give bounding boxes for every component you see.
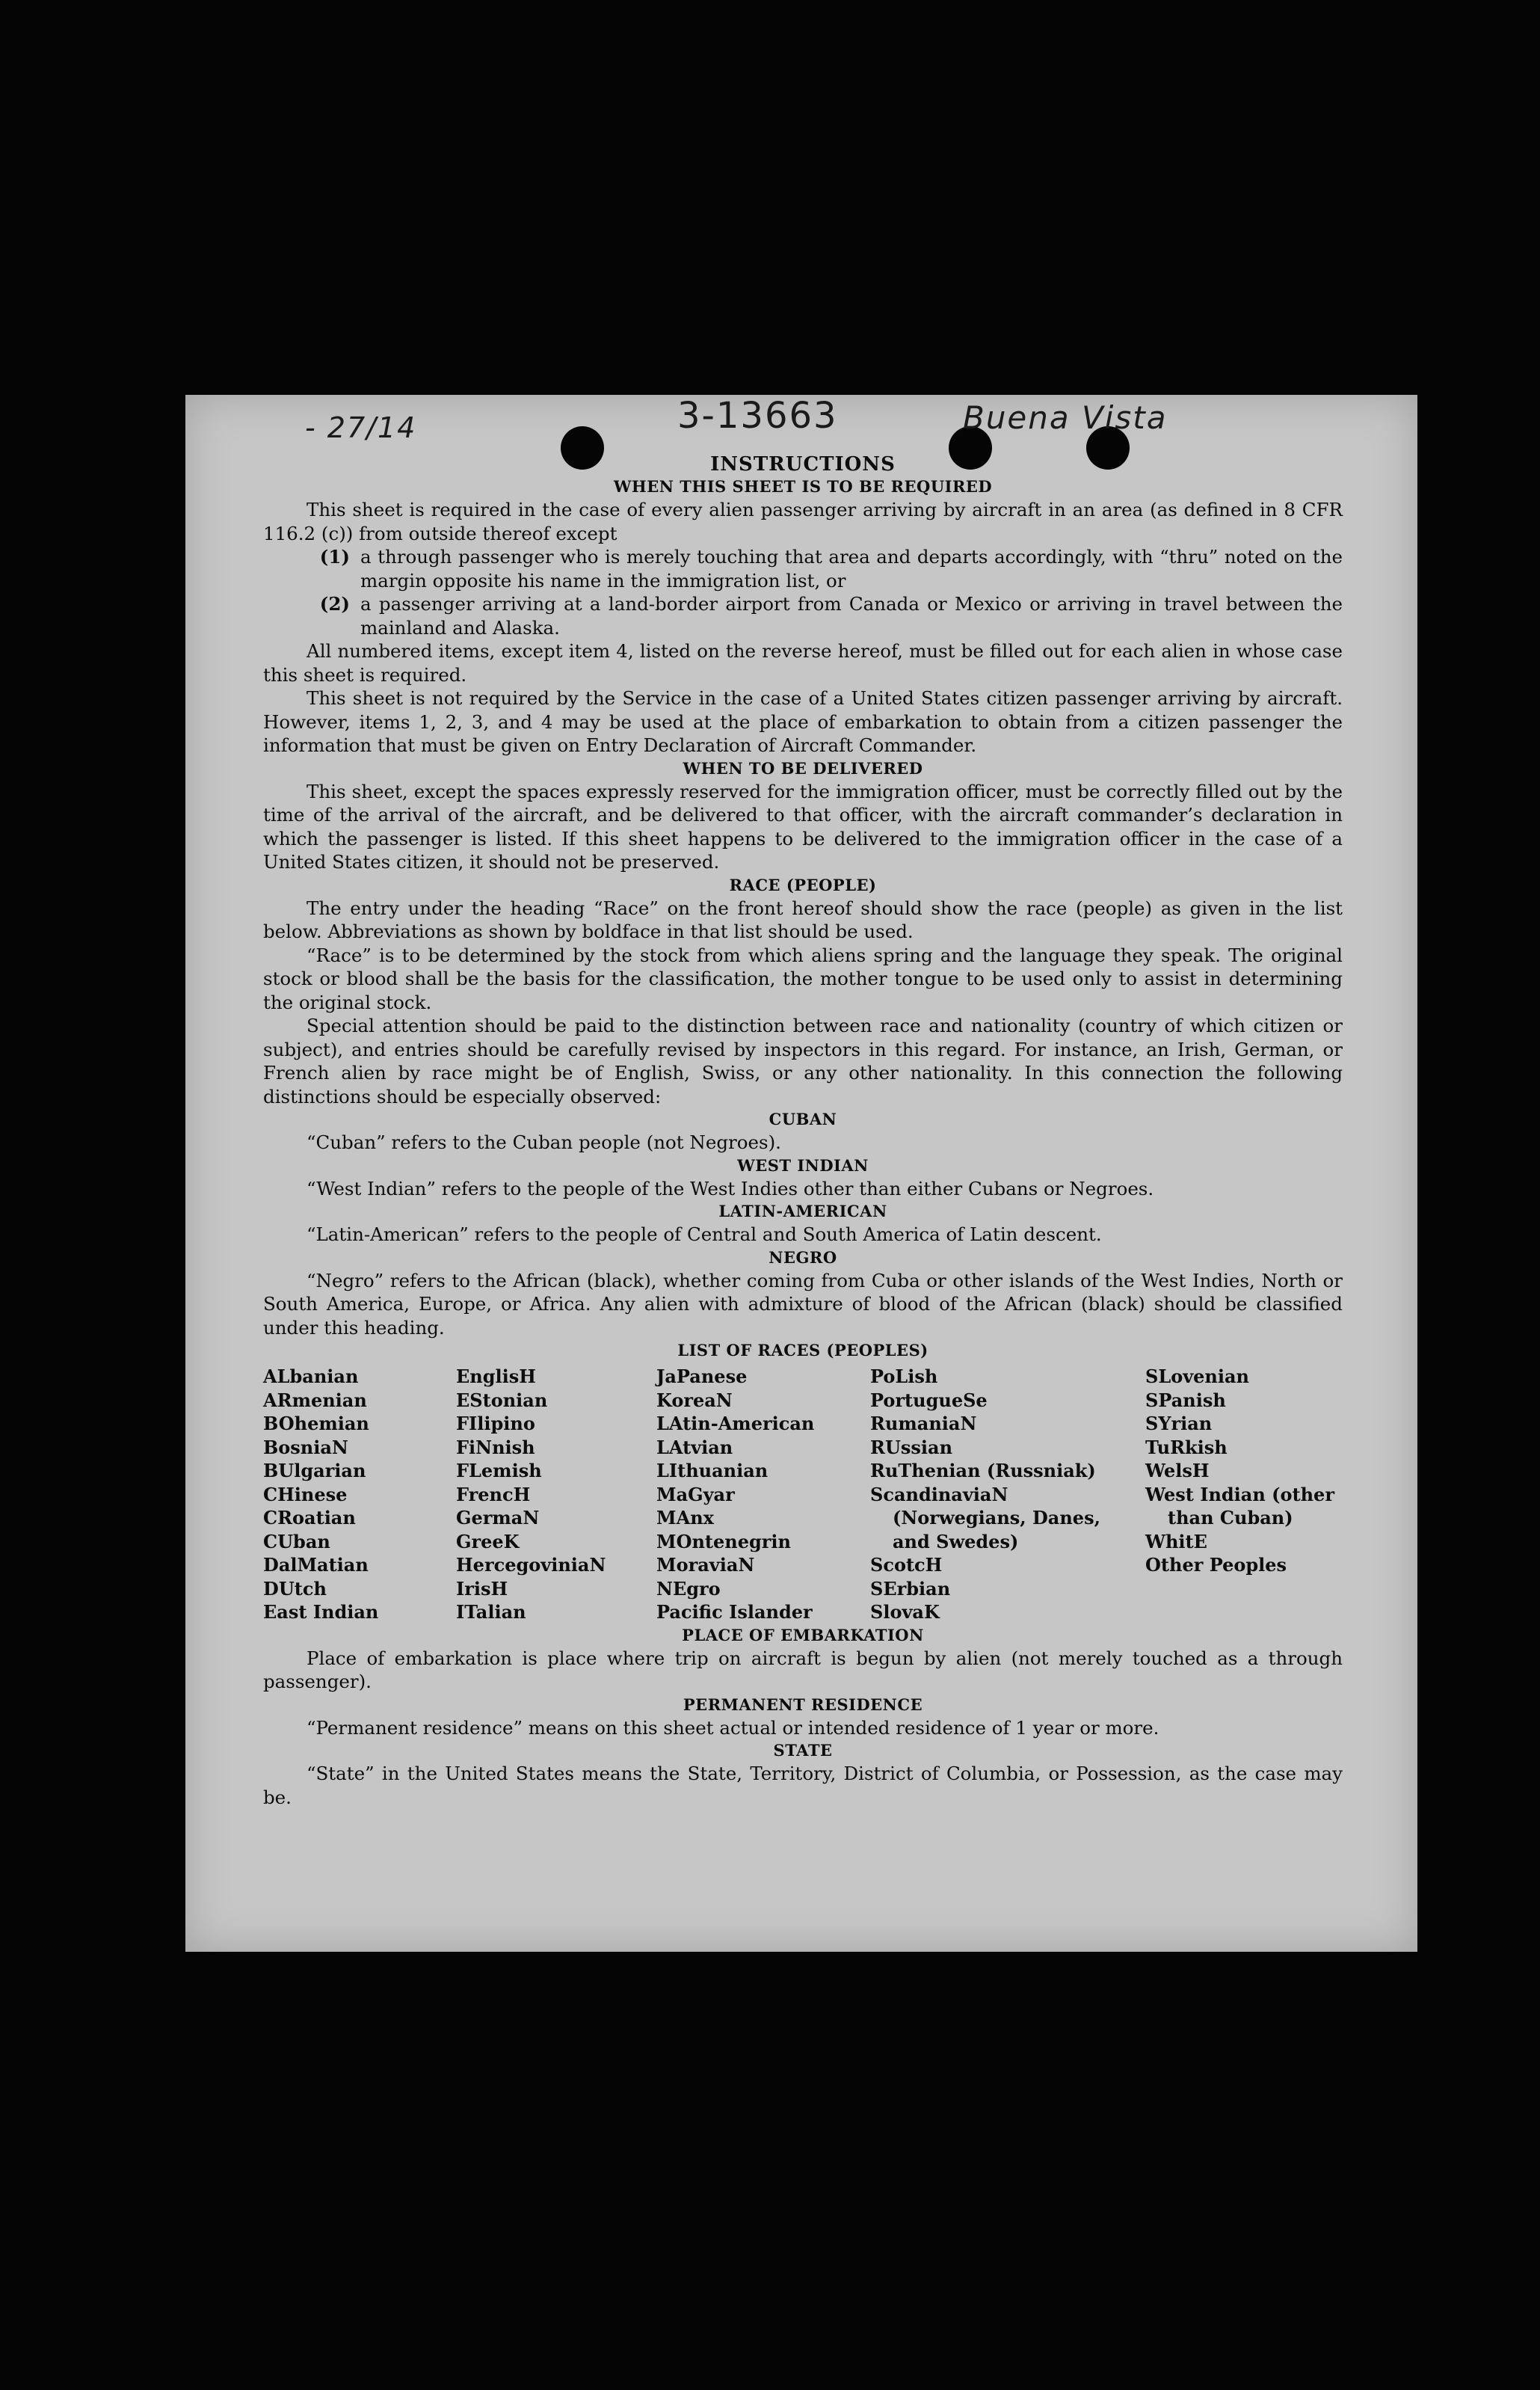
race-item: SlovaK	[870, 1601, 940, 1623]
section-heading: PERMANENT RESIDENCE	[683, 1695, 923, 1714]
handwritten-place: Buena Vista	[963, 399, 1168, 436]
race-item: KoreaN	[656, 1389, 733, 1411]
races-column	[263, 1365, 456, 1624]
race-item: SYrian	[1145, 1413, 1213, 1434]
race-item: SErbian	[870, 1577, 951, 1600]
document-sheet	[185, 395, 1417, 1952]
section-heading: STATE	[773, 1741, 833, 1760]
races-column	[656, 1365, 870, 1624]
race-item: WhitE	[1145, 1530, 1207, 1552]
section-heading: NEGRO	[769, 1247, 837, 1267]
section-heading: LIST OF RACES (PEOPLES)	[677, 1341, 928, 1360]
race-item: JaPanese	[656, 1366, 748, 1387]
race-item: BOhemian	[263, 1413, 369, 1434]
paragraph: The entry under the heading “Race” on the front hereof should show the race (people) as given in the list below. Abbreviations as shown by boldface in that list should be used.	[263, 897, 1343, 942]
handwritten-mark: - 27/14	[305, 411, 417, 444]
race-item: IrisH	[456, 1577, 508, 1600]
race-item: MAnx	[656, 1507, 714, 1529]
race-item: DUtch	[263, 1577, 327, 1600]
race-item: ScandinaviaN (Norwegians, Danes, and Swedes)	[870, 1483, 1100, 1552]
paragraph: Place of embarkation is place where trip on aircraft is begun by alien (not merely touched as a through passenger).	[263, 1647, 1343, 1692]
races-column	[1145, 1365, 1343, 1624]
race-item: LIthuanian	[656, 1460, 769, 1481]
exception-item	[263, 592, 1343, 639]
race-item: BosniaN	[263, 1436, 348, 1458]
paragraph: All numbered items, except item 4, listed on the reverse hereof, must be filled out for each alien in whose case this sheet is required.	[263, 640, 1343, 686]
race-item: ScotcH	[870, 1554, 943, 1576]
paragraph: This sheet is required in the case of every alien passenger arriving by aircraft in an area (as defined in 8 CFR 116.2 (c)) from outside thereof except	[263, 499, 1343, 544]
race-item: EStonian	[456, 1389, 548, 1411]
race-item: MoraviaN	[656, 1554, 755, 1576]
paragraph: “Race” is to be determined by the stock from which aliens spring and the language they speak. The original stock or blood shall be the basis for the classification, the mother tongue to be used only to assist in determining the original stock.	[263, 944, 1343, 1013]
race-item: LAtin-American	[656, 1413, 815, 1434]
race-item: East Indian	[263, 1601, 379, 1623]
handwritten-file-number: 3-13663	[677, 395, 838, 437]
race-item: NEgro	[656, 1577, 721, 1600]
race-item: PortugueSe	[870, 1389, 988, 1411]
race-item: ARmenian	[263, 1389, 367, 1411]
section-heading: LATIN-AMERICAN	[718, 1202, 887, 1220]
instructions-body	[263, 453, 1343, 1809]
exception-number: (1)	[319, 546, 350, 568]
race-item: RUssian	[870, 1436, 953, 1458]
section-heading: PLACE OF EMBARKATION	[682, 1625, 924, 1644]
paragraph: “Cuban” refers to the Cuban people (not Negroes).	[307, 1131, 781, 1153]
race-item: FIlipino	[456, 1413, 535, 1434]
race-item: BUlgarian	[263, 1460, 366, 1481]
race-item: GreeK	[456, 1530, 520, 1552]
race-item: FrencH	[456, 1483, 531, 1505]
race-item: SPanish	[1145, 1389, 1226, 1411]
races-column	[456, 1365, 656, 1624]
race-item: ALbanian	[263, 1366, 359, 1387]
race-item: LAtvian	[656, 1436, 733, 1458]
paragraph: “Permanent residence” means on this sheet actual or intended residence of 1 year or more.	[307, 1716, 1159, 1739]
races-list	[263, 1365, 1343, 1624]
race-item: SLovenian	[1145, 1366, 1249, 1387]
race-item: PoLish	[870, 1366, 938, 1387]
race-item: GermaN	[456, 1507, 540, 1529]
paragraph: This sheet is not required by the Service in the case of a United States citizen passenger arriving by aircraft. However, items 1, 2, 3, and 4 may be used at the place of embarkation to obtain from a citizen passenger the information that must be given on Entry Declaration of Aircraft Commander.	[263, 687, 1343, 756]
race-item: EnglisH	[456, 1366, 536, 1387]
race-item: CUban	[263, 1530, 330, 1552]
race-item: West Indian (other than Cuban)	[1145, 1483, 1334, 1529]
race-item: RumaniaN	[870, 1413, 977, 1434]
race-item: FiNnish	[456, 1436, 535, 1458]
paragraph: “Latin-American” refers to the people of Central and South America of Latin descent.	[307, 1223, 1102, 1245]
section-heading: CUBAN	[769, 1110, 837, 1128]
paragraph: “Negro” refers to the African (black), whether coming from Cuba or other islands of the West Indies, North or South America, Europe, or Africa. Any alien with admixture of blood of the African (black) should be classified under this heading.	[263, 1269, 1343, 1339]
paragraph: “State” in the United States means the State, Territory, District of Columbia, or Possession, as the case may be.	[263, 1763, 1343, 1808]
race-item: CHinese	[263, 1483, 348, 1505]
section-heading: WHEN THIS SHEET IS TO BE REQUIRED	[613, 477, 993, 496]
race-item: WelsH	[1145, 1460, 1210, 1481]
race-item: Other Peoples	[1145, 1554, 1287, 1576]
exception-text: a through passenger who is merely touching that area and departs accordingly, with “thru” noted on the margin opposite his name in the immigration list, or	[360, 546, 1343, 592]
section-heading: WHEN TO BE DELIVERED	[683, 758, 923, 778]
exception-item	[263, 545, 1343, 592]
section-heading: RACE (PEOPLE)	[729, 875, 877, 894]
paragraph: “West Indian” refers to the people of the West Indies other than either Cubans or Negroes.	[307, 1177, 1154, 1199]
race-item: MaGyar	[656, 1483, 735, 1505]
race-item: FLemish	[456, 1460, 542, 1481]
race-item: Pacific Islander	[656, 1601, 813, 1623]
race-item: RuThenian (Russniak)	[870, 1460, 1096, 1481]
race-item: MOntenegrin	[656, 1530, 791, 1552]
race-item: CRoatian	[263, 1507, 356, 1529]
paragraph: Special attention should be paid to the distinction between race and nationality (country of which citizen or subject), and entries should be carefully revised by inspectors in this regard. For instance, an Irish, German, or French alien by race might be of English, Swiss, or any other nationality. In this connection the following distinctions should be especially observed:	[263, 1015, 1343, 1108]
race-item: DalMatian	[263, 1554, 369, 1576]
exception-number: (2)	[319, 593, 350, 615]
race-item: HercegoviniaN	[456, 1554, 606, 1576]
paragraph: This sheet, except the spaces expressly reserved for the immigration officer, must be correctly filled out by the time of the arrival of the aircraft, and be delivered to that officer, with the aircraft commander’s declaration in which the passenger is listed. If this sheet happens to be delivered to the immigration officer in the case of a United States citizen, it should not be preserved.	[263, 780, 1343, 873]
race-item: TuRkish	[1145, 1436, 1228, 1458]
exception-text: a passenger arriving at a land-border airport from Canada or Mexico or arriving in travel between the mainland and Alaska.	[360, 593, 1343, 639]
races-column	[870, 1365, 1145, 1624]
race-item: ITalian	[456, 1601, 526, 1623]
section-heading: WEST INDIAN	[737, 1155, 869, 1175]
instructions-title: INSTRUCTIONS	[710, 453, 896, 476]
